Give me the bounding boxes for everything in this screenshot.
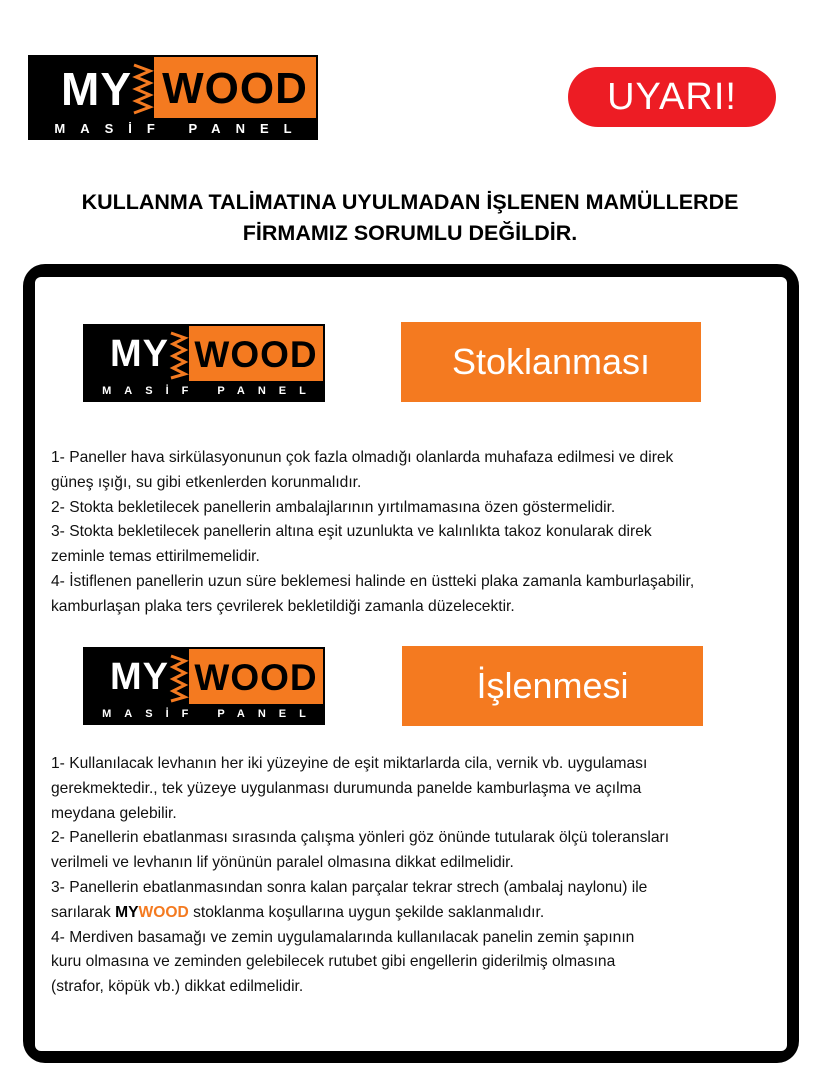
mywood-logo-section-1 — [83, 324, 325, 402]
list-item: güneş ışığı, su gibi etkenlerden korunmalıdır. — [51, 473, 362, 491]
logo-wood-text: WOOD — [189, 326, 323, 383]
logo-my-text: MY — [85, 649, 169, 706]
logo-subtitle: MASİF PANEL — [85, 381, 323, 400]
brand-line-after: stoklanma koşullarına uygun şekilde saklanmalıdır. — [188, 903, 545, 921]
logo-wood-text: WOOD — [154, 57, 316, 120]
headline-line-2: FİRMAMIZ SORUMLU DEĞİLDİR. — [242, 221, 578, 245]
list-item: gerekmektedir., tek yüzeye uygulanması durumunda panelde kamburlaşma ve açılma — [51, 779, 642, 797]
logo-subtitle: MASİF PANEL — [30, 118, 316, 138]
warning-badge: UYARI! — [568, 67, 776, 127]
list-item: 2- Panellerin ebatlanması sırasında çalışma yönleri göz önünde tutularak ölçü toleransları — [51, 829, 670, 847]
list-item: 2- Stokta bekletilecek panellerin ambalajlarının yırtılmamasına özen göstermelidir. — [51, 498, 616, 516]
logo-wood-text: WOOD — [189, 649, 323, 706]
spring-icon — [132, 57, 154, 120]
spring-icon — [169, 649, 189, 706]
headline-line-1: KULLANMA TALİMATINA UYULMADAN İŞLENEN MAMÜLLERDE — [81, 190, 739, 214]
stock-instructions — [51, 446, 781, 620]
spring-icon — [169, 326, 189, 383]
list-item: meydana gelebilir. — [51, 804, 177, 822]
list-item: kuru olmasına ve zeminden gelebilecek rutubet gibi engellerin giderilmiş olmasına — [51, 953, 616, 971]
logo-subtitle: MASİF PANEL — [85, 704, 323, 723]
list-item: zeminle temas ettirilmemelidir. — [51, 548, 260, 566]
mywood-logo-section-2 — [83, 647, 325, 725]
list-item: 3- Stokta bekletilecek panellerin altına eşit uzunlukta ve kalınlıkta takoz konularak direk — [51, 523, 652, 541]
headline — [0, 187, 820, 249]
list-item: (strafor, köpük vb.) dikkat edilmelidir. — [51, 978, 304, 996]
list-item: 4- Merdiven basamağı ve zemin uygulamalarında kullanılacak panelin zemin şapının — [51, 928, 635, 946]
list-item: 1- Kullanılacak levhanın her iki yüzeyine de eşit miktarlarda cila, vernik vb. uygulaması — [51, 755, 648, 772]
brand-wood: WOOD — [138, 903, 189, 921]
list-item-brand — [51, 901, 781, 926]
list-item: verilmeli ve levhanın lif yönünün paralel olmasına dikkat edilmelidir. — [51, 854, 514, 872]
brand-my: MY — [115, 903, 139, 921]
mywood-logo — [28, 55, 318, 140]
logo-my-text: MY — [30, 57, 132, 120]
list-item: 1- Paneller hava sirkülasyonunun çok fazla olmadığı olanlarda muhafaza edilmesi ve direk — [51, 449, 674, 466]
section-title-islenmesi: İşlenmesi — [402, 646, 703, 726]
brand-line-before: sarılarak — [51, 903, 116, 921]
processing-instructions — [51, 752, 781, 1000]
list-item: 4- İstiflenen panellerin uzun süre beklemesi halinde en üstteki plaka zamanla kamburlaşabilir, — [51, 572, 695, 590]
list-item: kamburlaşan plaka ters çevrilerek bekletildiği zamanla düzelecektir. — [51, 597, 515, 615]
list-item: 3- Panellerin ebatlanmasından sonra kalan parçalar tekrar strech (ambalaj naylonu) ile — [51, 878, 648, 896]
section-title-stoklanmasi: Stoklanması — [401, 322, 701, 402]
logo-my-text: MY — [85, 326, 169, 383]
